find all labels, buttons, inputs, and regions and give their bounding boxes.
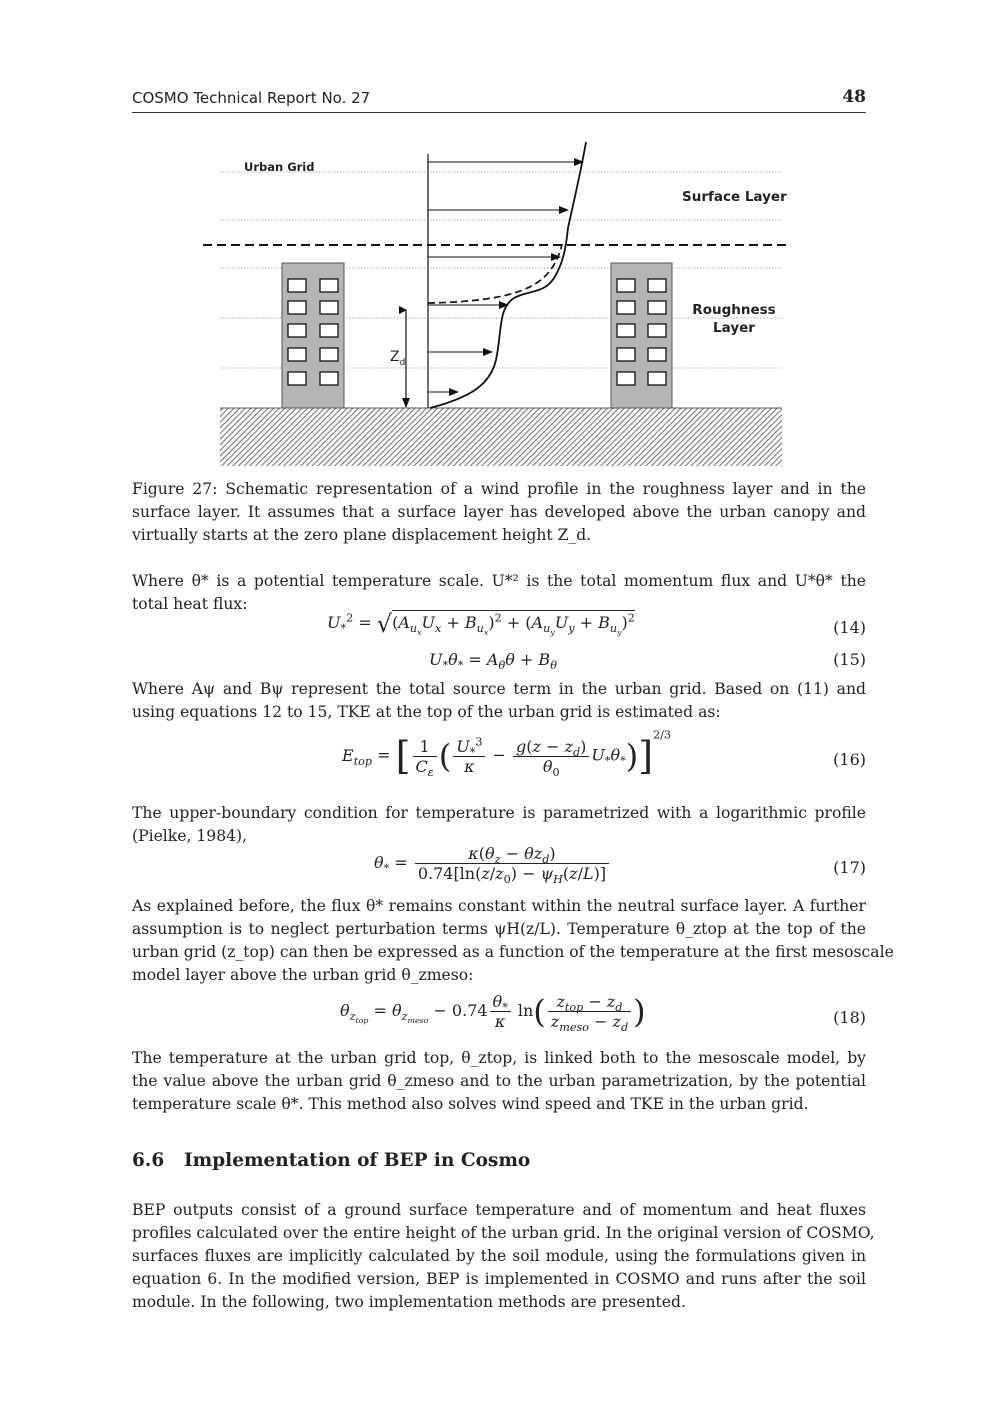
zd-label: $Z_d$ (390, 349, 406, 368)
section-title-text: Implementation of BEP in Cosmo (184, 1150, 531, 1171)
equation-number: (15) (833, 650, 866, 669)
paragraph-flux-assumption (132, 895, 894, 987)
section-heading (132, 1150, 530, 1171)
text-line: model layer above the urban grid θ_zmeso: (132, 966, 474, 984)
equation-18 (132, 992, 866, 1042)
page-header (132, 88, 866, 113)
text-line: Where Aψ and Bψ represent the total source term in the urban grid. Based on (11) and (132, 680, 866, 698)
equation-15 (132, 650, 866, 674)
text-line: using equations 12 to 15, TKE at the top of the urban grid is estimated as: (132, 703, 721, 721)
report-title: COSMO Technical Report No. 27 (132, 89, 371, 107)
text-line: Where θ* is a potential temperature scale. U*² is the total momentum flux and U*θ* the (132, 572, 866, 590)
equation-number: (17) (833, 858, 866, 877)
text-line: (Pielke, 1984), (132, 827, 248, 845)
caption-line: virtually starts at the zero plane displacement height Z_d. (132, 526, 592, 544)
equation-body: $\theta_*$ = $\frac{\kappa(\theta_z - \theta z_d)}{0.74[\ln(z/z_0) - \psi_H(z/L)]}$ (374, 844, 611, 883)
text-line: equation 6. In the modified version, BEP is implemented in COSMO and runs after the soil (132, 1270, 866, 1288)
equation-body: $E_{top}$ = [ $\frac{1}{C_\varepsilon}$ ( $\frac{U_*^3}{\kappa}$ − $\frac{g(z - z_d)}{\theta_0}$ $U_*\theta_*)]^{2/3}$ (342, 728, 672, 779)
log-profile-curve (428, 244, 562, 303)
paragraph-temperature-link (132, 1047, 866, 1116)
equation-17 (132, 844, 866, 892)
caption-line: surface layer. It assumes that a surface layer has developed above the urban canopy and (132, 503, 866, 521)
text-line: total heat flux: (132, 595, 248, 613)
figure-caption (132, 478, 866, 547)
text-line: the value above the urban grid θ_zmeso and to the urban parametrization, by the potential (132, 1072, 866, 1090)
equation-body: $U_*\theta_* = A_\theta\theta + B_\theta$ (429, 650, 557, 673)
equation-body: $U_*^2 = √(A_{u_x}U_x + B_{u_x})^2 + (A_{u_y}U_y + B_{u_y})^2$ (327, 610, 635, 638)
equation-number: (14) (833, 618, 866, 637)
paragraph-source-term (132, 678, 866, 724)
urban-grid-label: Urban Grid (244, 160, 315, 174)
ground-surface (220, 408, 782, 466)
equation-16 (132, 730, 866, 790)
caption-line: Figure 27: Schematic representation of a wind profile in the roughness layer and in the (132, 480, 866, 498)
text-line: temperature scale θ*. This method also solves wind speed and TKE in the urban grid. (132, 1095, 809, 1113)
paragraph-bep-outputs (132, 1199, 875, 1314)
text-line: The temperature at the urban grid top, θ_ztop, is linked both to the mesoscale model, by (132, 1049, 866, 1067)
text-line: assumption is to neglect perturbation terms ψH(z/L). Temperature θ_ztop at the top of the (132, 920, 866, 938)
roughness-label-line1: Roughness (692, 302, 776, 318)
text-line: urban grid (z_top) can then be expressed as a function of the temperature at the first mesoscale (132, 943, 894, 961)
text-line: As explained before, the flux θ* remains constant within the neutral surface layer. A further (132, 897, 866, 915)
surface-layer-label: Surface Layer (682, 189, 787, 205)
text-line: The upper-boundary condition for temperature is parametrized with a logarithmic profile (132, 804, 866, 822)
equation-body: $\theta_{z_{top}} = \theta_{z_{meso}} - 0.74$ $\frac{\theta_*}{\kappa}$ ln( $\frac{z_{top} - z_d}{z_{meso} - z_d}$ ) (340, 992, 646, 1035)
building-right (611, 263, 672, 408)
page-number: 48 (842, 87, 866, 107)
paragraph-boundary-condition (132, 802, 866, 848)
wind-arrows (428, 162, 583, 392)
wind-profile-figure (200, 136, 800, 466)
text-line: surfaces fluxes are implicitly calculated by the soil module, using the formulations given in (132, 1247, 866, 1265)
equation-14 (132, 608, 866, 646)
text-line: profiles calculated over the entire height of the urban grid. In the original version of COSMO, (132, 1224, 875, 1242)
equation-number: (16) (833, 750, 866, 769)
section-number: 6.6 (132, 1150, 165, 1171)
text-line: BEP outputs consist of a ground surface temperature and of momentum and heat fluxes (132, 1201, 866, 1219)
text-line: module. In the following, two implementation methods are presented. (132, 1293, 686, 1311)
equation-number: (18) (833, 1008, 866, 1027)
roughness-label-line2: Layer (713, 320, 755, 336)
building-left (282, 263, 344, 408)
